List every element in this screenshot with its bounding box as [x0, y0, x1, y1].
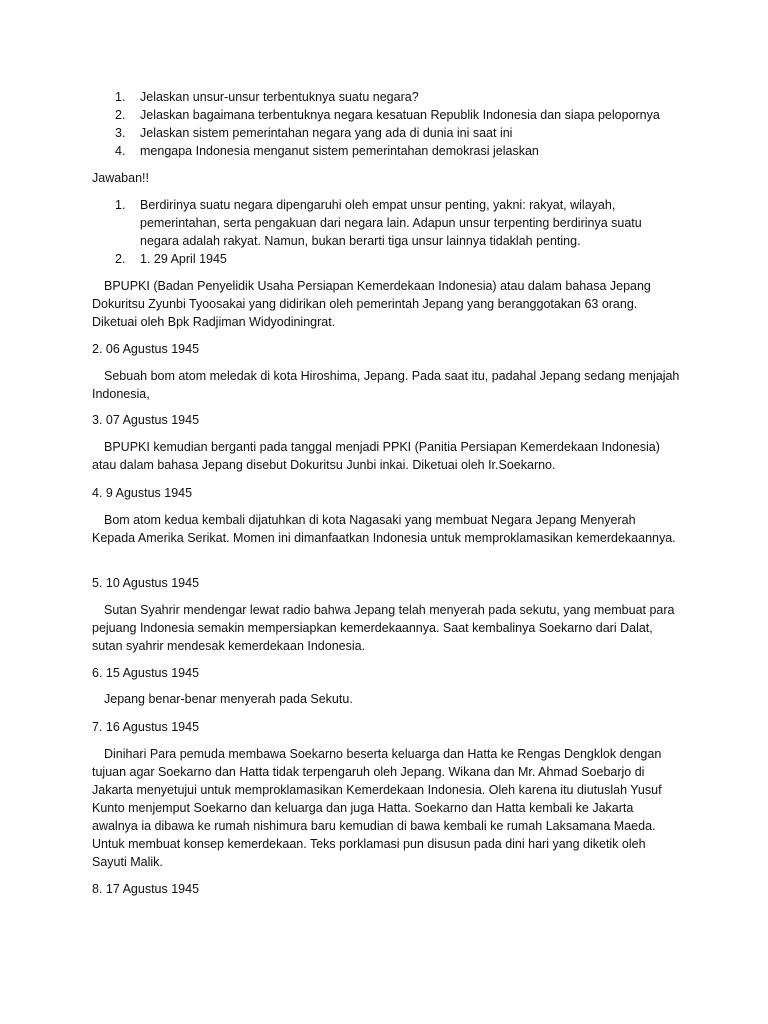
answer-text: 1. 29 April 1945 [140, 252, 227, 266]
answer-heading: Jawaban!! [92, 171, 149, 185]
question-item [0, 142, 768, 160]
question-item [0, 124, 768, 142]
timeline-date: 4. 9 Agustus 1945 [92, 486, 193, 500]
timeline-date: 7. 16 Agustus 1945 [92, 720, 200, 734]
question-item [0, 106, 768, 124]
timeline-text: Dinihari Para pemuda membawa Soekarno beserta keluarga dan Hatta ke Rengas Dengklok dengan tujuan agar Soekarno dan Hatta tidak terpengaruh oleh Jepang. Wikana dan Mr. Ahmad Soebarjo di Jakarta menyetujui untuk memproklamasikan Kemerdekaan Indonesia. Oleh karena itu diutuslah Yusuf Kunto menjemput Soekarno dan keluarga dan juga Hatta. Soekarno dan Hatta kembali ke Jakarta awalnya ia dibawa ke rumah nishimura baru kemudian di bawa kembali ke rumah Laksamana Maeda. Untuk membuat konsep kemerdekaan. Teks porklamasi pun disusun pada dini hari yang diketik oleh Sayuti Malik. [92, 747, 662, 869]
question-item [0, 88, 768, 106]
question-number: 3. [115, 126, 126, 140]
question-number: 1. [115, 90, 126, 104]
question-text: Jelaskan bagaimana terbentuknya negara kesatuan Republik Indonesia dan siapa pelopornya [140, 108, 660, 122]
timeline-text: BPUPKI kemudian berganti pada tanggal menjadi PPKI (Panitia Persiapan Kemerdekaan Indonesia) atau dalam bahasa Jepang disebut Dokuritsu Junbi inkai. Diketuai oleh Ir.Soekarno. [92, 440, 660, 472]
question-number: 2. [115, 108, 126, 122]
timeline-text: BPUPKI (Badan Penyelidik Usaha Persiapan Kemerdekaan Indonesia) atau dalam bahasa Jepang Dokuritsu Zyunbi Tyoosakai yang didirikan oleh pemerintah Jepang yang beranggotakan 63 orang. Diketuai oleh Bpk Radjiman Widyodiningrat. [92, 279, 651, 329]
timeline-text: Bom atom kedua kembali dijatuhkan di kota Nagasaki yang membuat Negara Jepang Menyerah Kepada Amerika Serikat. Momen ini dimanfaatkan Indonesia untuk memproklamasikan kemerdekaannya. [92, 513, 676, 545]
timeline-text: Jepang benar-benar menyerah pada Sekutu. [104, 692, 353, 706]
question-text: Jelaskan unsur-unsur terbentuknya suatu negara? [140, 90, 419, 104]
timeline-date: 5. 10 Agustus 1945 [92, 576, 200, 590]
question-text: Jelaskan sistem pemerintahan negara yang ada di dunia ini saat ini [140, 126, 513, 140]
timeline-date: 2. 06 Agustus 1945 [92, 342, 200, 356]
answer-text: Berdirinya suatu negara dipengaruhi oleh empat unsur penting, yakni: rakyat, wilayah, pemerintahan, serta pengakuan dari negara lain. Adapun unsur terpenting berdirinya suatu negara adalah rakyat. Namun, bukan berarti tiga unsur lainnya tidaklah penting. [140, 198, 642, 248]
timeline-date: 3. 07 Agustus 1945 [92, 413, 200, 427]
timeline-text: Sebuah bom atom meledak di kota Hiroshima, Jepang. Pada saat itu, padahal Jepang sedang menjajah Indonesia, [92, 369, 680, 401]
question-number: 4. [115, 144, 126, 158]
timeline-date: 8. 17 Agustus 1945 [92, 882, 200, 896]
question-text: mengapa Indonesia menganut sistem pemerintahan demokrasi jelaskan [140, 144, 539, 158]
timeline-date: 6. 15 Agustus 1945 [92, 666, 200, 680]
timeline-text: Sutan Syahrir mendengar lewat radio bahwa Jepang telah menyerah pada sekutu, yang membuat para pejuang Indonesia semakin mempersiapkan kemerdekaannya. Saat kembalinya Soekarno dari Dalat, sutan syahrir mendesak kemerdekaan Indonesia. [92, 603, 675, 653]
answer-item [0, 250, 768, 268]
answer-number: 2. [115, 252, 126, 266]
answer-number: 1. [115, 198, 126, 212]
answer-item [0, 196, 768, 248]
